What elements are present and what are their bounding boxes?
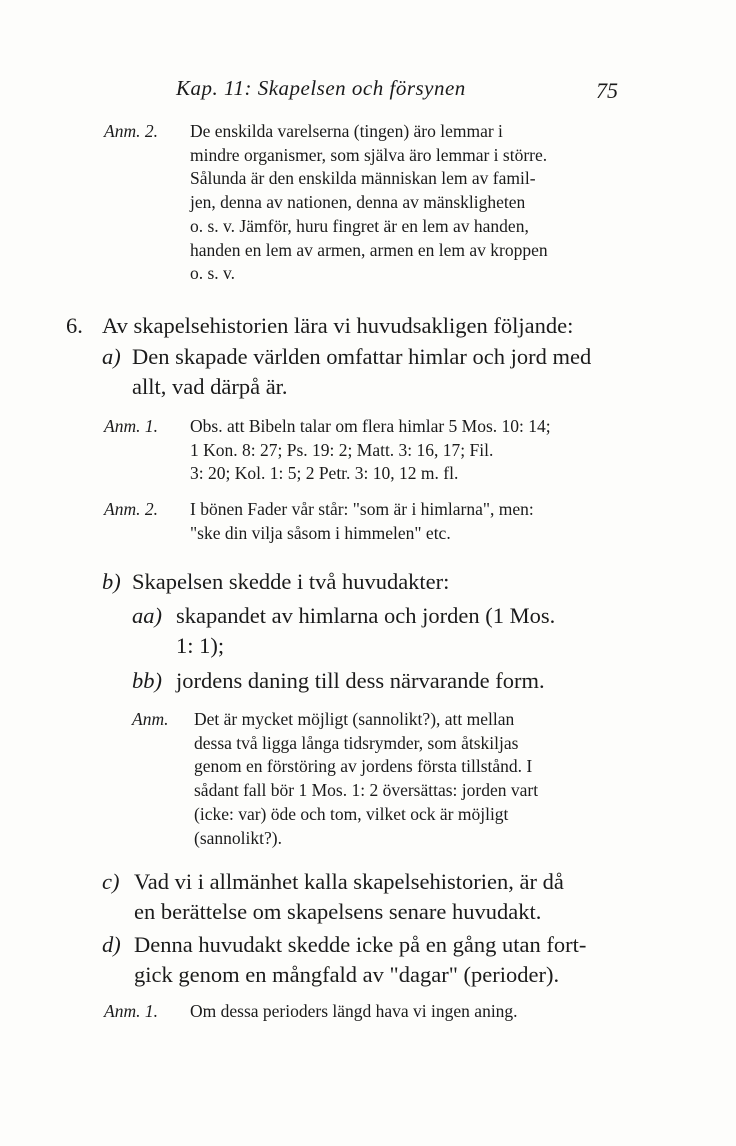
note-line: Sålunda är den enskilda människan lem av famil- — [190, 168, 536, 189]
item-line: 1: 1); — [176, 633, 225, 658]
note-line: jen, denna av nationen, denna av mänskligheten — [190, 192, 526, 213]
item-line: gick genom en mångfald av "dagar" (perioder). — [134, 962, 560, 987]
note-line: Det är mycket möjligt (sannolikt?), att mellan — [194, 709, 515, 729]
note-label: Anm. 2. — [104, 121, 158, 141]
note-label: Anm. 1. — [104, 416, 158, 436]
section-number: 6. — [66, 313, 83, 338]
item-line: Vad vi i allmänhet kalla skapelsehistorien, är då — [134, 869, 564, 894]
item-label: b) — [102, 569, 121, 594]
note-line: mindre organismer, som själva äro lemmar i större. — [190, 144, 548, 165]
note-label: Anm. 2. — [104, 499, 158, 519]
note-line: Obs. att Bibeln talar om flera himlar 5 Mos. 10: 14; — [190, 416, 551, 436]
note-line: 3: 20; Kol. 1: 5; 2 Petr. 3: 10, 12 m. fl. — [190, 463, 459, 484]
item-line: Denna huvudakt skedde icke på en gång utan fort- — [134, 932, 587, 957]
note-line: "ske din vilja såsom i himmelen" etc. — [190, 522, 451, 543]
note-label: Anm. 1. — [104, 1001, 158, 1021]
item-line: skapandet av himlarna och jorden (1 Mos. — [176, 603, 556, 628]
item-label: aa) — [132, 603, 162, 628]
note-label: Anm. — [132, 709, 169, 729]
note-line: handen en lem av armen, armen en lem av kroppen — [190, 239, 548, 260]
note-line: 1 Kon. 8: 27; Ps. 19: 2; Matt. 3: 16, 17; Fil. — [190, 439, 494, 460]
note-line: Om dessa perioders längd hava vi ingen aning. — [190, 1001, 518, 1021]
item-line: en berättelse om skapelsens senare huvudakt. — [134, 899, 542, 924]
page-number: 75 — [596, 78, 618, 103]
item-line: Skapelsen skedde i två huvudakter: — [132, 569, 450, 594]
note-line: sådant fall bör 1 Mos. 1: 2 översättas: jorden vart — [194, 780, 539, 801]
item-line: Den skapade världen omfattar himlar och jord med — [132, 344, 592, 369]
item-label: a) — [102, 344, 121, 369]
item-label: d) — [102, 932, 121, 957]
chapter-title: Kap. 11: Skapelsen och försynen — [176, 76, 466, 100]
item-label: c) — [102, 869, 120, 894]
item-line: jordens daning till dess närvarande form. — [176, 668, 545, 693]
note-line: dessa två ligga långa tidsrymder, som åtskiljas — [194, 732, 519, 753]
note-line: De enskilda varelserna (tingen) äro lemmar i — [190, 121, 503, 141]
item-line: allt, vad därpå är. — [132, 374, 288, 399]
note-line: (icke: var) öde och tom, vilket ock är möjligt — [194, 803, 509, 824]
note-line: (sannolikt?). — [194, 827, 282, 848]
note-line: o. s. v. — [190, 263, 236, 284]
item-label: bb) — [132, 668, 162, 693]
note-line: I bönen Fader vår står: "som är i himlarna", men: — [190, 499, 534, 519]
note-line: genom en förstöring av jordens första tillstånd. I — [194, 756, 533, 777]
section-line: Av skapelsehistorien lära vi huvudsakligen följande: — [102, 313, 574, 338]
running-header — [168, 72, 618, 106]
note-line: o. s. v. Jämför, huru fingret är en lem av handen, — [190, 215, 529, 236]
